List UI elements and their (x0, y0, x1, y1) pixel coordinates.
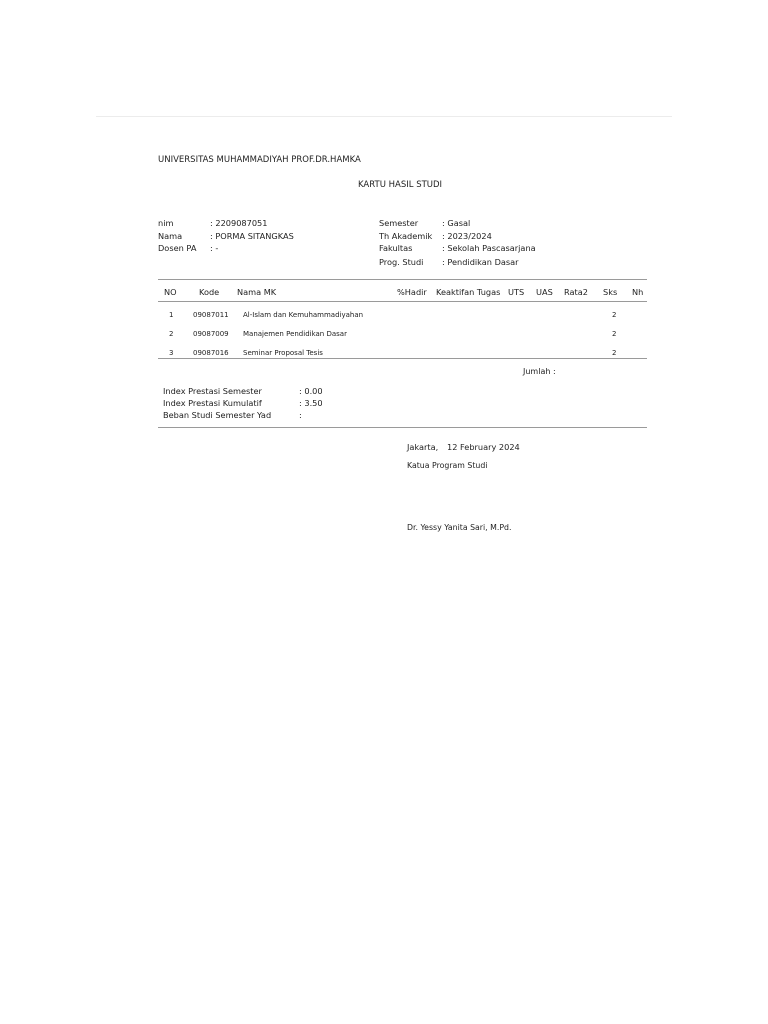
col-uts: UTS (508, 287, 525, 297)
row-no: 3 (169, 349, 174, 357)
semester-value: : Gasal (442, 218, 471, 228)
student-info-right (379, 217, 579, 271)
summary-rule (158, 427, 647, 428)
col-hadir: %Hadir (397, 287, 427, 297)
col-nama-mk: Nama MK (237, 287, 277, 297)
row-no: 2 (169, 330, 174, 338)
signature-role: Katua Program Studi (407, 461, 488, 470)
th-akademik-value: : 2023/2024 (442, 230, 492, 241)
table-top-rule (158, 279, 647, 280)
jumlah-label: Jumlah : (523, 367, 556, 376)
fakultas-label: Fakultas (379, 243, 413, 253)
th-akademik-label: Th Akademik (379, 230, 433, 241)
dosen-pa-value: : - (210, 243, 219, 253)
index-prestasi-block (163, 385, 363, 423)
fakultas-value: : Sekolah Pascasarjana (442, 243, 536, 253)
row-nama-mk: Manajemen Pendidikan Dasar (243, 330, 347, 338)
col-no: NO (164, 287, 177, 297)
table-body-rule (158, 358, 647, 359)
nim-label: nim (158, 218, 174, 228)
nama-value: : PORMA SITANGKAS (210, 230, 294, 241)
signature-date: 12 February 2024 (447, 442, 520, 452)
col-rata2: Rata2 (564, 287, 588, 297)
row-no: 1 (169, 311, 174, 319)
beban-studi-label: Beban Studi Semester Yad (163, 410, 272, 420)
table-header-rule (158, 301, 647, 302)
col-sks: Sks (603, 287, 618, 297)
page-top-divider (96, 116, 672, 117)
student-info-left (158, 217, 358, 257)
document-title: KARTU HASIL STUDI (358, 180, 443, 190)
ipk-label: Index Prestasi Kumulatif (163, 398, 262, 408)
row-kode: 09087016 (193, 349, 229, 357)
nama-label: Nama (158, 230, 183, 241)
ipk-value: : 3.50 (299, 398, 323, 408)
row-sks: 2 (612, 311, 617, 319)
row-sks: 2 (612, 330, 617, 338)
university-name: UNIVERSITAS MUHAMMADIYAH PROF.DR.HAMKA (158, 155, 361, 165)
prog-studi-value: : Pendidikan Dasar (442, 257, 519, 267)
row-nama-mk: Al-Islam dan Kemuhammadiyahan (243, 311, 364, 319)
signature-place: Jakarta, (407, 442, 439, 452)
prog-studi-label: Prog. Studi (379, 257, 424, 267)
dosen-pa-label: Dosen PA (158, 243, 197, 253)
col-keaktifan-tugas: Keaktifan Tugas (436, 287, 501, 297)
ips-value: : 0.00 (299, 386, 323, 396)
ips-label: Index Prestasi Semester (163, 386, 262, 396)
col-nh: Nh (632, 287, 644, 297)
beban-studi-value: : (299, 410, 302, 420)
row-kode: 09087009 (193, 330, 229, 338)
row-kode: 09087011 (193, 311, 229, 319)
row-sks: 2 (612, 349, 617, 357)
semester-label: Semester (379, 218, 419, 228)
signatory-name: Dr. Yessy Yanita Sari, M.Pd. (407, 523, 512, 532)
col-kode: Kode (199, 287, 220, 297)
row-nama-mk: Seminar Proposal Tesis (243, 349, 323, 357)
nim-value: : 2209087051 (210, 218, 268, 228)
col-uas: UAS (536, 287, 553, 297)
